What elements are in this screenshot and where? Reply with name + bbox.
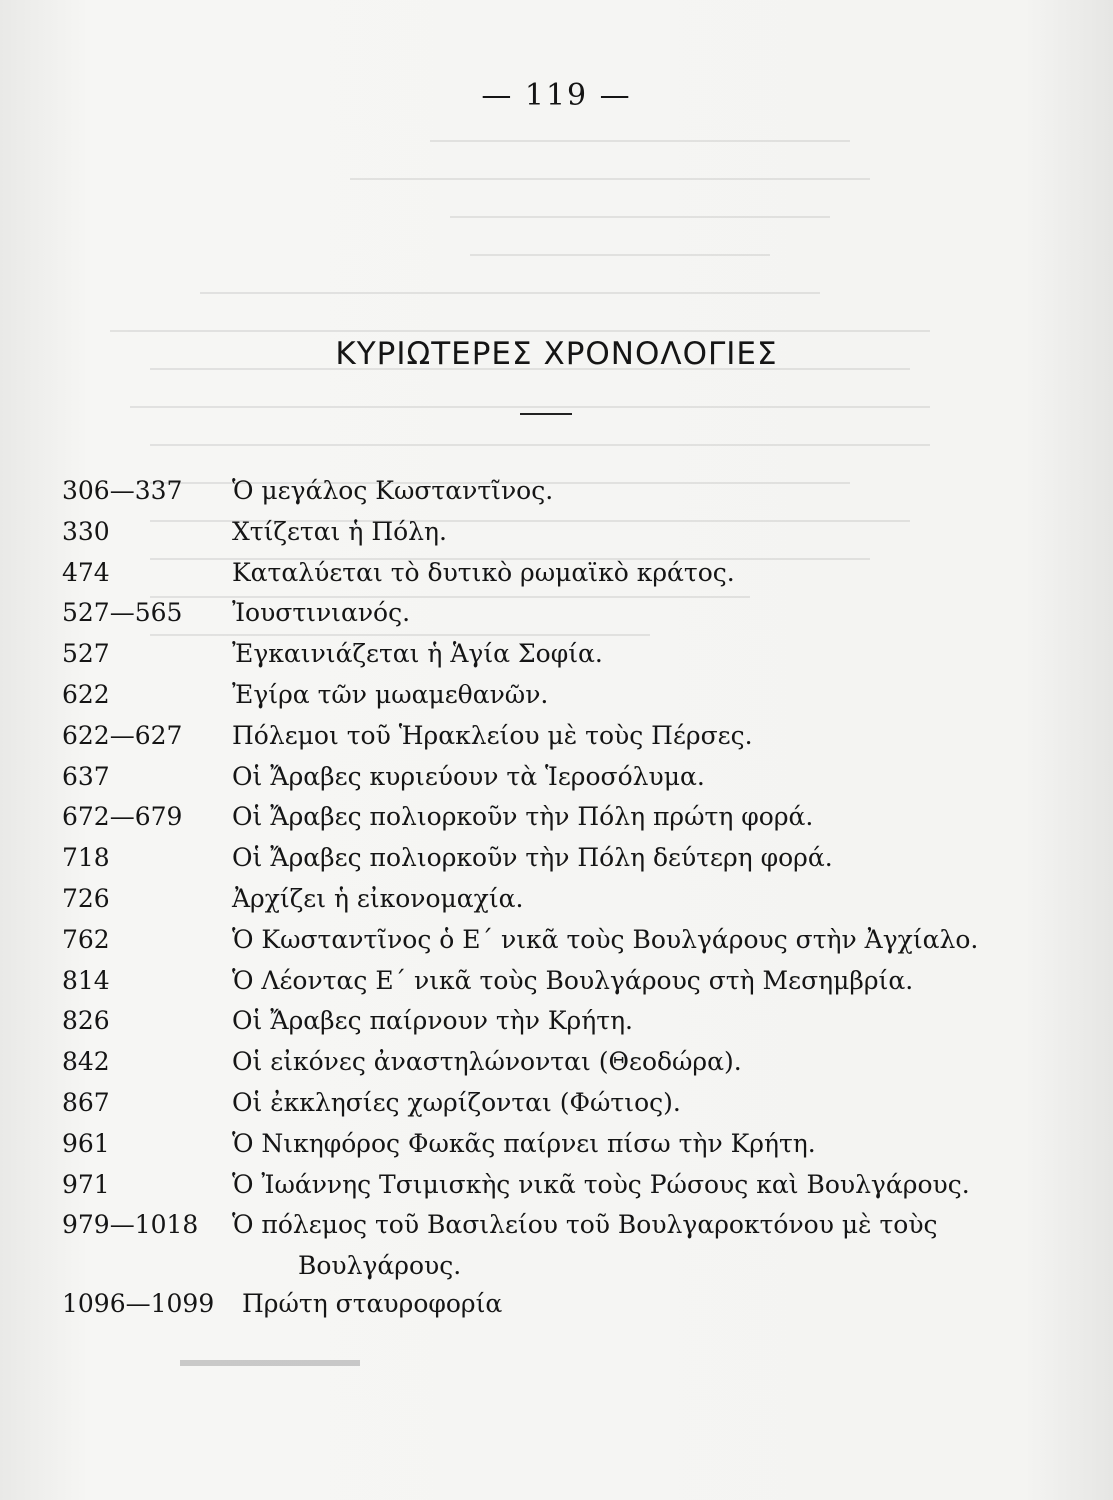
entry-date: 842 bbox=[62, 1047, 110, 1077]
chronology-entry bbox=[62, 476, 1102, 517]
entry-date: 527—565 bbox=[62, 598, 183, 628]
page-title: ΚΥΡΙΩΤΕΡΕΣ ΧΡΟΝΟΛΟΓΙΕΣ bbox=[335, 336, 778, 372]
entry-event: Ἐγκαινιάζεται ἡ Ἁγία Σοφία. bbox=[232, 639, 603, 669]
entry-event: Οἱ εἰκόνες ἀναστηλώνονται (Θεοδώρα). bbox=[232, 1047, 742, 1077]
page-number: — 119 — bbox=[481, 78, 632, 113]
entry-date: 867 bbox=[62, 1087, 110, 1117]
entry-event: Ὁ Λέοντας Ε΄ νικᾶ τοὺς Βουλγάρους στὴ Μεσημβρία. bbox=[232, 965, 914, 995]
ink-smudge bbox=[180, 1360, 360, 1366]
entry-date: 961 bbox=[62, 1128, 110, 1158]
entry-event: Οἱ Ἄραβες πολιορκοῦν τὴν Πόλη πρώτη φορά. bbox=[232, 802, 814, 832]
chronology-entry bbox=[62, 598, 1102, 639]
entry-date: 330 bbox=[62, 516, 110, 546]
chronology-entry bbox=[62, 558, 1102, 599]
entry-event: Πρώτη σταυροφορία bbox=[242, 1289, 503, 1319]
chronology-entry bbox=[62, 1006, 1102, 1047]
entry-event: Οἱ Ἄραβες παίρνουν τὴν Κρήτη. bbox=[232, 1006, 633, 1036]
entry-event: Ὁ Νικηφόρος Φωκᾶς παίρνει πίσω τὴν Κρήτη. bbox=[232, 1128, 816, 1158]
chronology-entry bbox=[62, 1170, 1102, 1211]
entry-event: Ἰουστινιανός. bbox=[232, 598, 411, 628]
entry-event: Πόλεμοι τοῦ Ἡρακλείου μὲ τοὺς Πέρσες. bbox=[232, 720, 753, 750]
entry-date: 814 bbox=[62, 965, 110, 995]
chronology-entry bbox=[62, 884, 1102, 925]
chronology-entry bbox=[62, 802, 1102, 843]
entry-date: 622 bbox=[62, 679, 110, 709]
entry-date: 637 bbox=[62, 761, 110, 791]
chronology-entry bbox=[62, 721, 1102, 762]
chronology-entry bbox=[62, 1088, 1102, 1129]
entry-date: 826 bbox=[62, 1006, 110, 1036]
entry-date: 971 bbox=[62, 1169, 110, 1199]
entry-event: Οἱ Ἄραβες κυριεύουν τὰ Ἱεροσόλυμα. bbox=[232, 761, 705, 791]
chronology-entry bbox=[62, 1129, 1102, 1170]
chronology-list bbox=[62, 476, 1102, 1330]
title-rule bbox=[520, 413, 572, 415]
entry-event: Ὁ Ἰωάννης Τσιμισκὴς νικᾶ τοὺς Ρώσους καὶ Βουλγάρους. bbox=[232, 1169, 970, 1199]
entry-event: Ὁ μεγάλος Κωσταντῖνος. bbox=[232, 476, 554, 505]
entry-date: 306—337 bbox=[62, 476, 183, 505]
entry-event: Ὁ Κωσταντῖνος ὁ Ε΄ νικᾶ τοὺς Βουλγάρους στὴν Ἀγχίαλο. bbox=[232, 924, 979, 954]
entry-date: 726 bbox=[62, 883, 110, 913]
entry-event: Ἐγίρα τῶν μωαμεθανῶν. bbox=[232, 679, 549, 709]
entry-date: 718 bbox=[62, 843, 110, 873]
chronology-entry bbox=[62, 680, 1102, 721]
entry-event: Καταλύεται τὸ δυτικὸ ρωμαϊκὸ κράτος. bbox=[232, 557, 735, 587]
chronology-entry bbox=[62, 517, 1102, 558]
entry-date: 979—1018 bbox=[62, 1210, 199, 1240]
chronology-entry bbox=[62, 843, 1102, 884]
entry-event-continuation: Βουλγάρους. bbox=[298, 1251, 462, 1281]
entry-date: 474 bbox=[62, 557, 110, 587]
entry-date: 672—679 bbox=[62, 802, 183, 832]
entry-continuation-line bbox=[62, 1251, 1102, 1289]
entry-date: 527 bbox=[62, 639, 110, 669]
chronology-entry bbox=[62, 925, 1102, 966]
chronology-entry bbox=[62, 639, 1102, 680]
entry-date: 762 bbox=[62, 924, 110, 954]
chronology-entry bbox=[62, 762, 1102, 803]
entry-event: Οἱ ἐκκλησίες χωρίζονται (Φώτιος). bbox=[232, 1087, 681, 1117]
entry-event: Χτίζεται ἡ Πόλη. bbox=[232, 516, 447, 546]
entry-event: Ὁ πόλεμος τοῦ Βασιλείου τοῦ Βουλγαροκτόνου μὲ τοὺς bbox=[232, 1210, 938, 1240]
entry-date: 622—627 bbox=[62, 720, 183, 750]
chronology-entry bbox=[62, 1210, 1102, 1251]
entry-date: 1096—1099 bbox=[62, 1289, 215, 1319]
chronology-entry bbox=[62, 1289, 1102, 1330]
entry-event: Οἱ Ἄραβες πολιορκοῦν τὴν Πόλη δεύτερη φορά. bbox=[232, 843, 833, 873]
chronology-entry bbox=[62, 966, 1102, 1007]
entry-event: Ἀρχίζει ἡ εἰκονομαχία. bbox=[232, 883, 524, 913]
chronology-entry bbox=[62, 1047, 1102, 1088]
